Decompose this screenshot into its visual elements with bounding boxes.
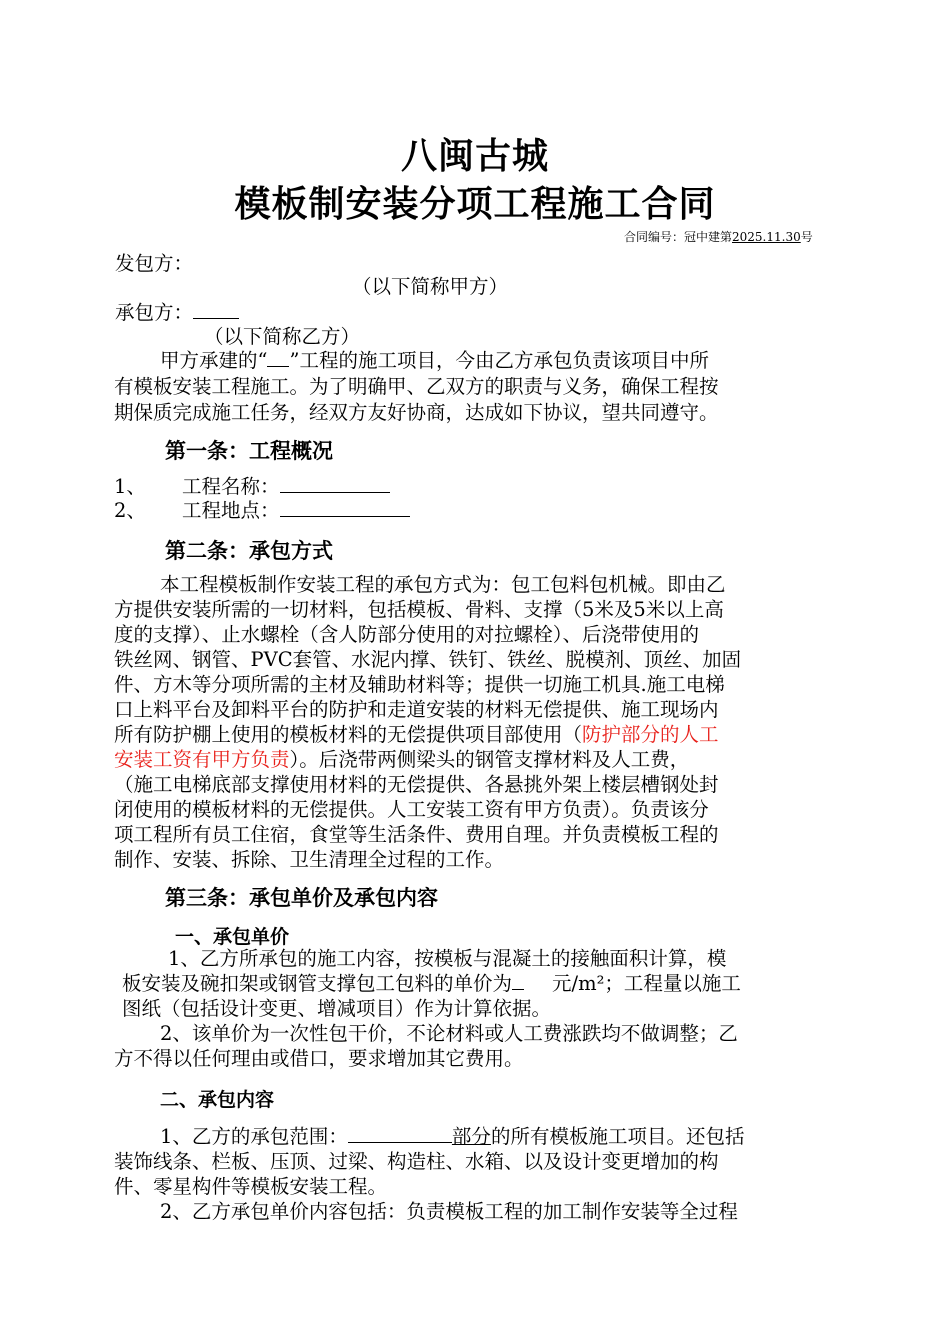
unit-price-text: 板安装及碗扣架或钢管支撑包工包料的单价为 (122, 972, 513, 995)
party-a-note: （以下简称甲方） (352, 275, 509, 298)
article-2-highlight-1: 防护部分的人工 (582, 723, 719, 746)
project-location-label: 工程地点： (182, 499, 280, 522)
unit-price-blank (512, 971, 524, 990)
article-2-line-7-text: 所有防护棚上使用的模板材料的无偿提供项目部使用（ (114, 723, 583, 746)
article-2-line-11: 项工程所有员工住宿，食堂等生活条件、费用自理。并负责模板工程的 (114, 823, 719, 846)
article-2-line-7 (114, 722, 719, 747)
article-2-line-5: 件、方木等分项所需的主材及辅助材料等；提供一切施工机具.施工电梯 (114, 673, 725, 696)
project-name-field (280, 474, 390, 493)
article-2-line-12: 制作、安装、拆除、卫生清理全过程的工作。 (114, 848, 505, 871)
item-1-number: 1、 (114, 475, 146, 498)
section-2-heading: 二、承包内容 (160, 1089, 275, 1111)
article-2-line-2: 方提供安装所需的一切材料，包括模板、骨料、支撑（5米及5米以上高 (114, 598, 724, 621)
article-2-line-1: 本工程模板制作安装工程的承包方式为：包工包料包机械。即由乙 (160, 573, 726, 596)
intro-line-3: 期保质完成施工任务，经双方友好协商，达成如下协议，望共同遵守。 (114, 401, 719, 424)
section-1-p1-line-3: 图纸（包括设计变更、增减项目）作为计算依据。 (122, 997, 552, 1020)
article-1-item-2 (114, 498, 146, 523)
contract-number-prefix: 合同编号：冠中建第 (624, 230, 733, 244)
scope-part: 部分 (451, 1125, 491, 1148)
article-1-item-1 (114, 474, 146, 499)
intro-line-2: 有模板安装工程施工。为了明确甲、乙双方的职责与义务，确保工程按 (114, 375, 719, 398)
article-2-line-4: 铁丝网、钢管、PVC套管、水泥内撑、铁钉、铁丝、脱模剂、顶丝、加固 (114, 648, 742, 671)
intro-text-b: ”工程的施工项目，今由乙方承包负责该项目中所 (289, 349, 709, 372)
section-1-p1-line-2 (122, 971, 741, 996)
article-2-line-9: （施工电梯底部支撑使用材料的无偿提供、各悬挑外架上楼层槽钢处封 (114, 773, 719, 796)
title-line-2: 模板制安装分项工程施工合同 (234, 184, 716, 225)
title-line-1: 八闽古城 (400, 136, 549, 177)
section-2-p2-line-1: 2、乙方承包单价内容包括：负责模板工程的加工制作安装等全过程 (160, 1200, 738, 1223)
article-2-line-3: 度的支撑）、止水螺栓（含人防部分使用的对拉螺栓）、后浇带使用的 (114, 623, 700, 646)
party-a-label: 发包方： (115, 252, 194, 275)
section-1-p2-line-2: 方不得以任何理由或借口，要求增加其它费用。 (114, 1047, 524, 1070)
section-2-p1-line-2: 装饰线条、栏板、压顶、过梁、构造柱、水箱、以及设计变更增加的构 (114, 1150, 719, 1173)
section-1-heading: 一、承包单价 (175, 926, 290, 948)
party-b-note: （以下简称乙方） (204, 325, 361, 348)
unit-price-unit: 元/m²；工程量以施工 (552, 972, 741, 995)
item-2-number: 2、 (114, 499, 146, 522)
scope-label: 1、乙方的承包范围： (160, 1125, 348, 1148)
section-1-p1-line-1: 1、乙方所承包的施工内容，按模板与混凝土的接触面积计算，模 (168, 947, 727, 970)
article-2-heading: 第二条：承包方式 (165, 539, 333, 563)
article-3-heading: 第三条：承包单价及承包内容 (165, 886, 438, 910)
article-1-item-2-label (182, 498, 410, 523)
section-1-p2-line-1: 2、该单价为一次性包干价，不论材料或人工费涨跌均不做调整；乙 (160, 1022, 738, 1045)
article-2-highlight-2: 安装工资有甲方负责 (114, 748, 290, 771)
article-2-line-8 (114, 747, 689, 772)
contract-number-suffix: 号 (800, 230, 813, 244)
article-1-heading: 第一条：工程概况 (165, 439, 333, 463)
project-location-field (280, 498, 410, 517)
party-b-label: 承包方： (115, 301, 194, 324)
party-b-blank (193, 300, 239, 319)
article-1-item-1-label (182, 474, 390, 499)
intro-line-1 (160, 348, 709, 373)
article-2-line-8-text: ）。后浇带两侧梁头的钢管支撑材料及人工费， (289, 748, 690, 771)
project-name-label: 工程名称： (182, 475, 280, 498)
article-2-line-10: 闭使用的模板材料的无偿提供。人工安装工资有甲方负责）。负责该分 (114, 798, 709, 821)
scope-blank (348, 1124, 452, 1143)
party-b-row (115, 300, 239, 325)
scope-text: 的所有模板施工项目。还包括 (490, 1125, 745, 1148)
section-2-p1-line-1 (160, 1124, 744, 1149)
section-2-p1-line-3: 件、零星构件等模板安装工程。 (114, 1175, 388, 1198)
contract-number (624, 228, 813, 245)
article-2-line-6: 口上料平台及卸料平台的防护和走道安装的材料无偿提供、施工现场内 (114, 698, 719, 721)
project-name-blank (267, 348, 289, 367)
contract-number-value: 2025.11.30 (732, 230, 801, 244)
intro-text-a: 甲方承建的“ (160, 349, 268, 372)
